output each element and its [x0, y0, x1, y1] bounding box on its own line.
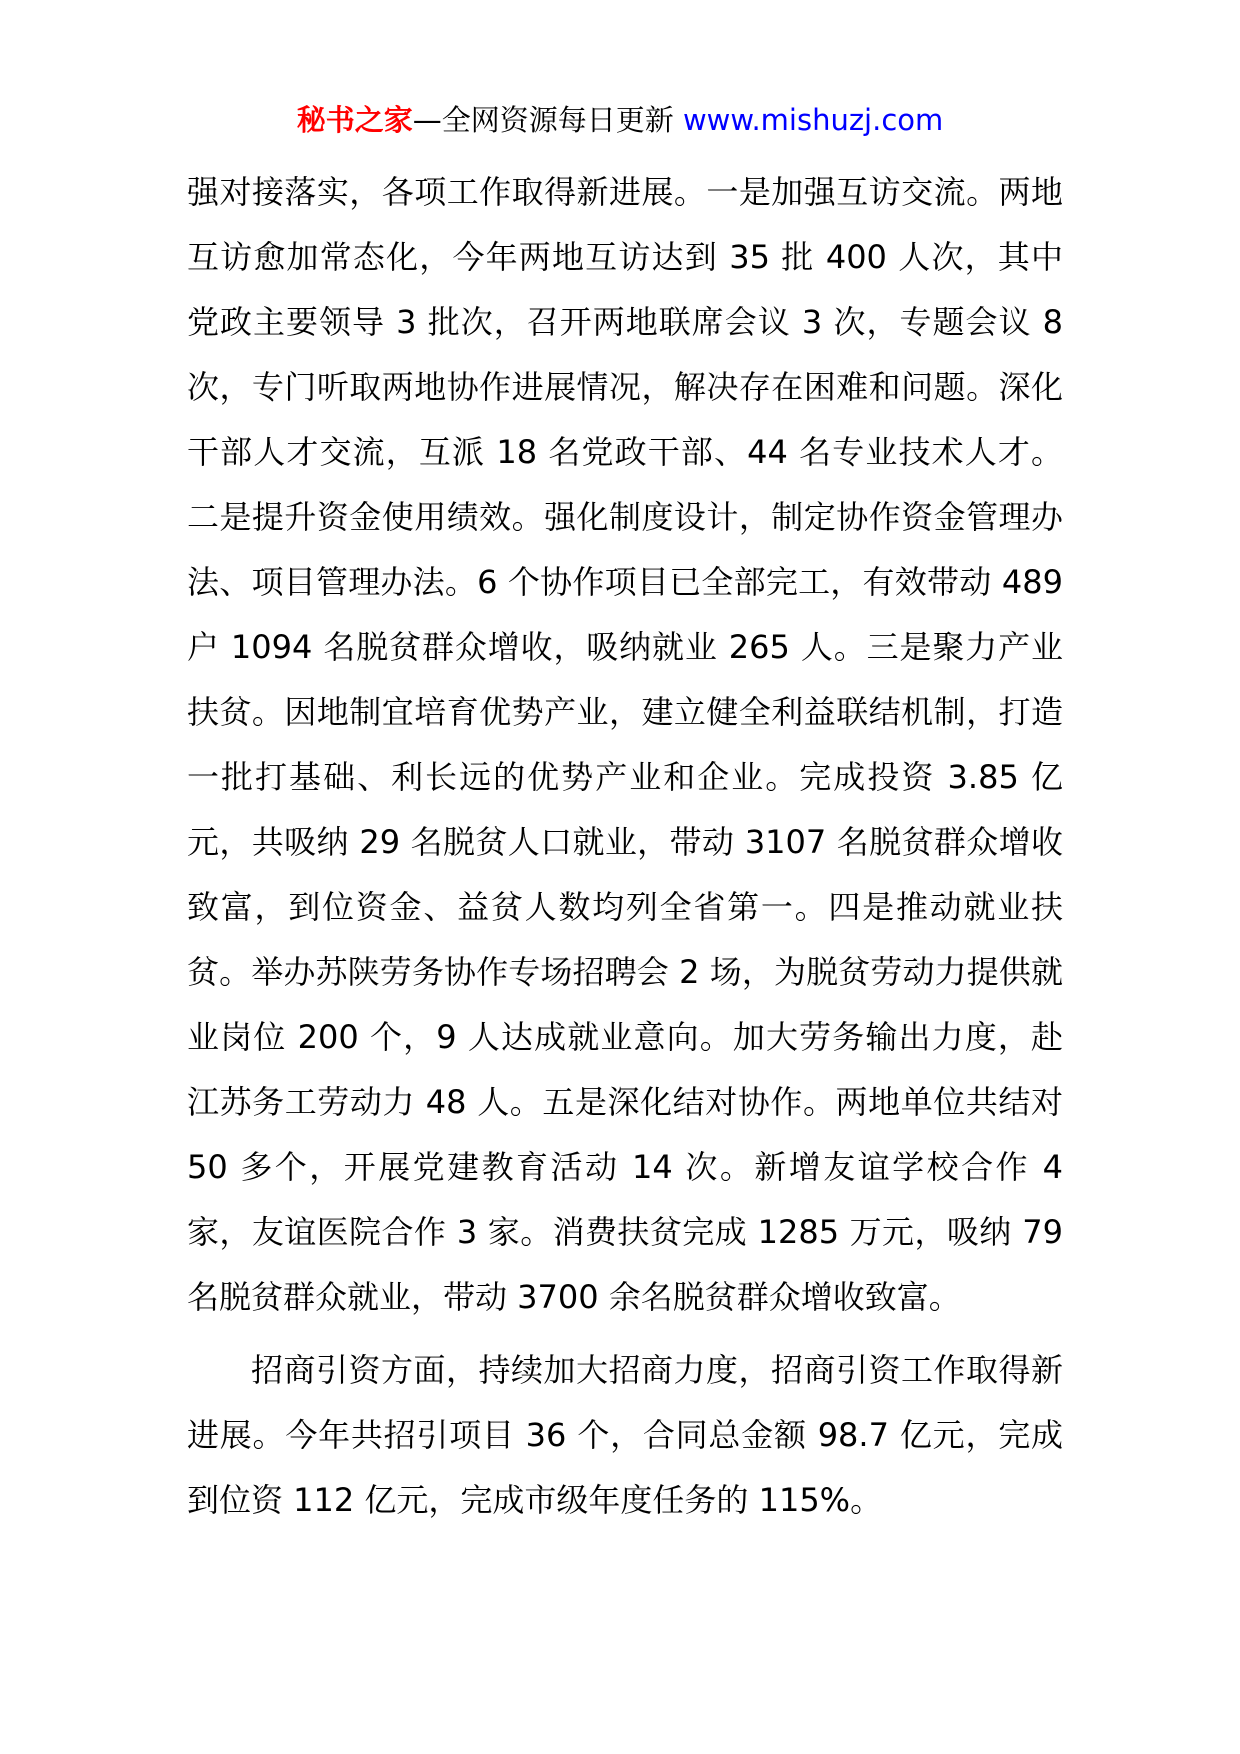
paragraph-1: 强对接落实，各项工作取得新进展。一是加强互访交流。两地互访愈加常态化，今年两地互访达到 35 批 400 人次，其中党政主要领导 3 批次，召开两地联席会议 3 次，专题会议 8 次，专门听取两地协作进展情况，解决存在困难和问题。深化干部人才交流，互派 18 名党政干部、44 名专业技术人才。二是提升资金使用绩效。强化制度设计，制定协作资金管理办法、项目管理办法。6 个协作项目已全部完工，有效带动 489 户 1094 名脱贫群众增收，吸纳就业 265 人。三是聚力产业扶贫。因地制宜培育优势产业，建立健全利益联结机制，打造一批打基础、利长远的优势产业和企业。完成投资 3.85 亿元，共吸纳 29 名脱贫人口就业，带动 3107 名脱贫群众增收致富，到位资金、益贫人数均列全省第一。四是推动就业扶贫。举办苏陕劳务协作专场招聘会 2 场，为脱贫劳动力提供就业岗位 200 个，9 人达成就业意向。加大劳务输出力度，赴江苏务工劳动力 48 人。五是深化结对协作。两地单位共结对 50 多个，开展党建教育活动 14 次。新增友谊学校合作 4 家，友谊医院合作 3 家。消费扶贫完成 1285 万元，吸纳 79 名脱贫群众就业，带动 3700 余名脱贫群众增收致富。: [187, 173, 1063, 1316]
page-header: [0, 100, 1240, 140]
document-body: [187, 160, 1063, 1533]
paragraph-2: 招商引资方面，持续加大招商力度，招商引资工作取得新进展。今年共招引项目 36 个，合同总金额 98.7 亿元，完成到位资 112 亿元，完成市级年度任务的 115%。: [187, 1351, 1063, 1519]
brand-name: 秘书之家: [296, 103, 413, 137]
site-url[interactable]: www.mishuzj.com: [682, 103, 944, 137]
header-tagline: —全网资源每日更新: [412, 103, 683, 137]
